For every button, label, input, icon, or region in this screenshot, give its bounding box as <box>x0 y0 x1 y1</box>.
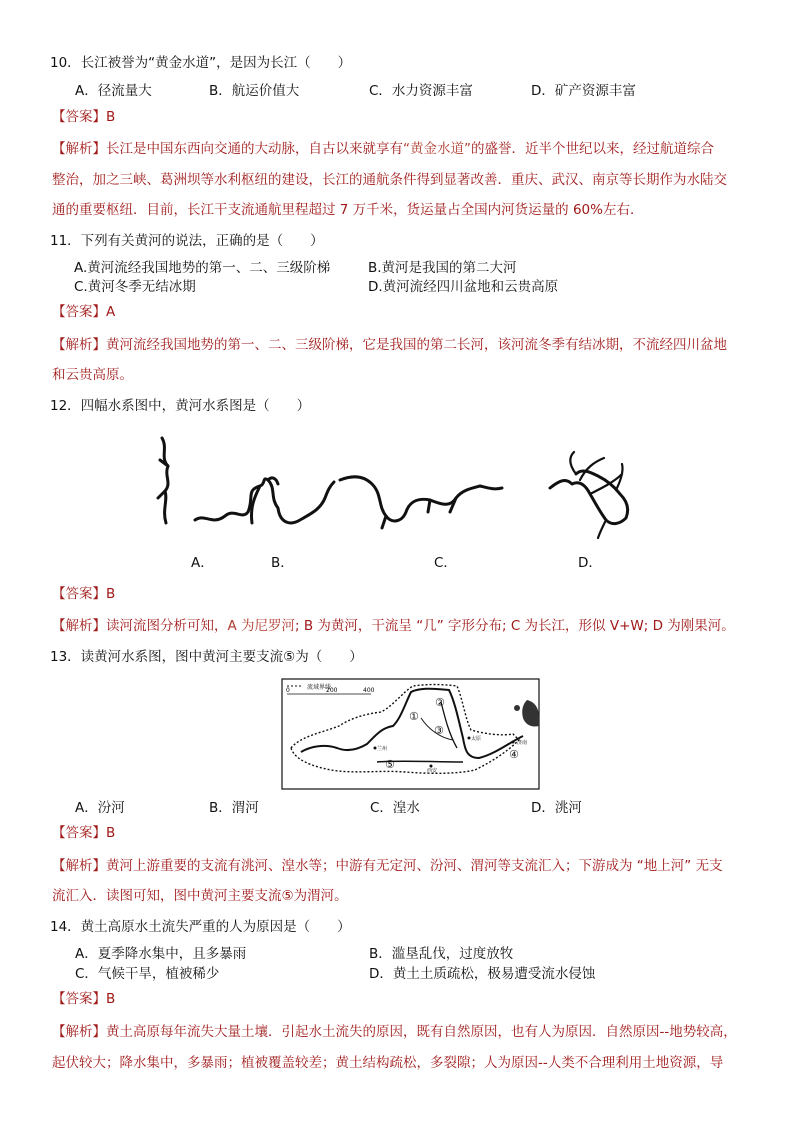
q10-option-c[interactable]: C．水力资源丰富 <box>369 83 473 99</box>
scale-0: 0 <box>286 687 290 694</box>
analysis-text: 的盛誉．近半个世纪以来，经过航道综合 <box>471 141 714 157</box>
analysis-highlight: “黄金水道” <box>403 141 471 157</box>
q14-option-a[interactable]: A．夏季降水集中，且多暴雨 <box>75 946 247 962</box>
q11-answer: 【答案】A <box>52 304 116 320</box>
q14-option-d[interactable]: D．黄土土质疏松，极易遭受流水侵蚀 <box>369 966 596 982</box>
figure-label-c: C． <box>434 555 457 571</box>
river-a-nile <box>162 438 168 523</box>
q12-stem: 12．四幅水系图中，黄河水系图是（ ） <box>50 398 311 414</box>
river-system-figures <box>150 428 640 543</box>
q13-option-a[interactable]: A．汾河 <box>75 800 125 816</box>
scale-200: 200 <box>326 687 338 694</box>
q11-option-d[interactable]: D.黄河流经四川盆地和云贵高原 <box>368 279 559 295</box>
analysis-tag: 【解析】 <box>52 337 106 353</box>
analysis-text: 读河流图分析可知， <box>106 618 228 634</box>
q14-option-c[interactable]: C．气候干旱，植被稀少 <box>75 966 220 982</box>
map-marker-4: ④ <box>509 748 519 761</box>
q12-analysis <box>52 617 735 635</box>
analysis-text: ; B 为黄河，干流呈 “几” 字形分布; C 为长江，形似 V+W; D 为刚果河。 <box>295 618 735 634</box>
river-b-yellow-river <box>195 479 334 523</box>
map-marker-2: ② <box>435 696 445 709</box>
q11-stem: 11．下列有关黄河的说法，正确的是（ ） <box>50 233 324 249</box>
q10-option-d[interactable]: D．矿产资源丰富 <box>531 83 636 99</box>
q11-option-a[interactable]: A.黄河流经我国地势的第一、二、三级阶梯 <box>74 260 331 276</box>
q13-analysis-line-1 <box>52 857 723 875</box>
q13-answer: 【答案】B <box>52 825 116 841</box>
figure-label-d: D． <box>578 555 602 571</box>
scale-400: 400 <box>363 687 375 694</box>
figure-label-b: B． <box>271 555 294 571</box>
river-c-yangtze <box>340 477 502 521</box>
analysis-tag: 【解析】 <box>52 141 106 157</box>
q10-option-b[interactable]: B．航运价值大 <box>209 83 300 99</box>
analysis-text: 黄河上游重要的支流有洮河、湟水等；中游有无定河、汾河、渭河等支流汇入；下游成为 “地上河” 无支 <box>106 858 723 874</box>
q10-analysis-line-3: 通的重要枢纽．目前，长江干支流通航里程超过 7 万千米，货运量占全国内河货运量的 60%左右． <box>52 202 644 218</box>
q10-analysis-line-1 <box>52 140 714 158</box>
city-lanzhou: 兰州 <box>377 746 388 752</box>
figure-label-a: A． <box>191 555 214 571</box>
city-xian: 西安 <box>427 768 438 774</box>
q11-option-b[interactable]: B.黄河是我国的第二大河 <box>368 260 517 276</box>
q11-analysis-line-2: 和云贵高原。 <box>52 367 133 383</box>
q14-analysis-line-1 <box>52 1023 737 1041</box>
map-legend-text: 流域界线 <box>307 684 332 691</box>
analysis-tag: 【解析】 <box>52 1024 106 1040</box>
q13-analysis-line-2: 流汇入．读图可知，图中黄河主要支流⑤为渭河。 <box>52 888 348 904</box>
analysis-text: 黄土高原每年流失大量土壤．引起水土流失的原因，既有自然原因，也有人为原因．自然原因--地势较高， <box>106 1024 737 1040</box>
q13-option-c[interactable]: C．湟水 <box>370 800 420 816</box>
q13-option-d[interactable]: D．洮河 <box>531 800 582 816</box>
city-jinan: 济南 <box>517 740 528 746</box>
q11-option-c[interactable]: C.黄河冬季无结冰期 <box>74 279 196 295</box>
map-marker-1: ① <box>409 710 419 723</box>
q10-analysis-line-2: 整治，加之三峡、葛洲坝等水利枢纽的建设，长江的通航条件得到显著改善．重庆、武汉、南京等长期作为水陆交 <box>52 172 727 188</box>
q10-answer: 【答案】B <box>52 109 116 125</box>
q10-option-a[interactable]: A．径流量大 <box>75 83 152 99</box>
q13-option-b[interactable]: B．渭河 <box>209 800 259 816</box>
analysis-text: 长江是中国东西向交通的大动脉，自古以来就享有 <box>106 141 403 157</box>
q12-answer: 【答案】B <box>52 586 116 602</box>
q11-analysis-line-1 <box>52 336 727 354</box>
map-marker-5: ⑤ <box>385 758 395 771</box>
analysis-tag: 【解析】 <box>52 618 106 634</box>
q10-stem: 10．长江被誉为“黄金水道”，是因为长江（ ） <box>50 55 352 71</box>
q14-answer: 【答案】B <box>52 991 116 1007</box>
city-taiyuan: 太原 <box>471 736 482 742</box>
q14-analysis-line-2: 起伏较大；降水集中，多暴雨；植被覆盖较差；黄土结构疏松，多裂隙；人为原因--人类不合理利用土地资源，导 <box>52 1055 724 1071</box>
map-marker-3: ③ <box>434 724 444 737</box>
analysis-text: 黄河流经我国地势的第一、二、三级阶梯，它是我国的第二长河，该河流冬季有结冰期，不流经四川盆地 <box>106 337 727 353</box>
q14-option-b[interactable]: B．滥垦乱伐，过度放牧 <box>369 946 514 962</box>
analysis-tag: 【解析】 <box>52 858 106 874</box>
q13-stem: 13．读黄河水系图，图中黄河主要支流⑤为（ ） <box>50 649 363 665</box>
yellow-river-map <box>281 678 540 790</box>
q14-stem: 14．黄土高原水土流失严重的人为原因是（ ） <box>50 919 351 935</box>
analysis-highlight: A 为尼罗河 <box>227 618 296 634</box>
